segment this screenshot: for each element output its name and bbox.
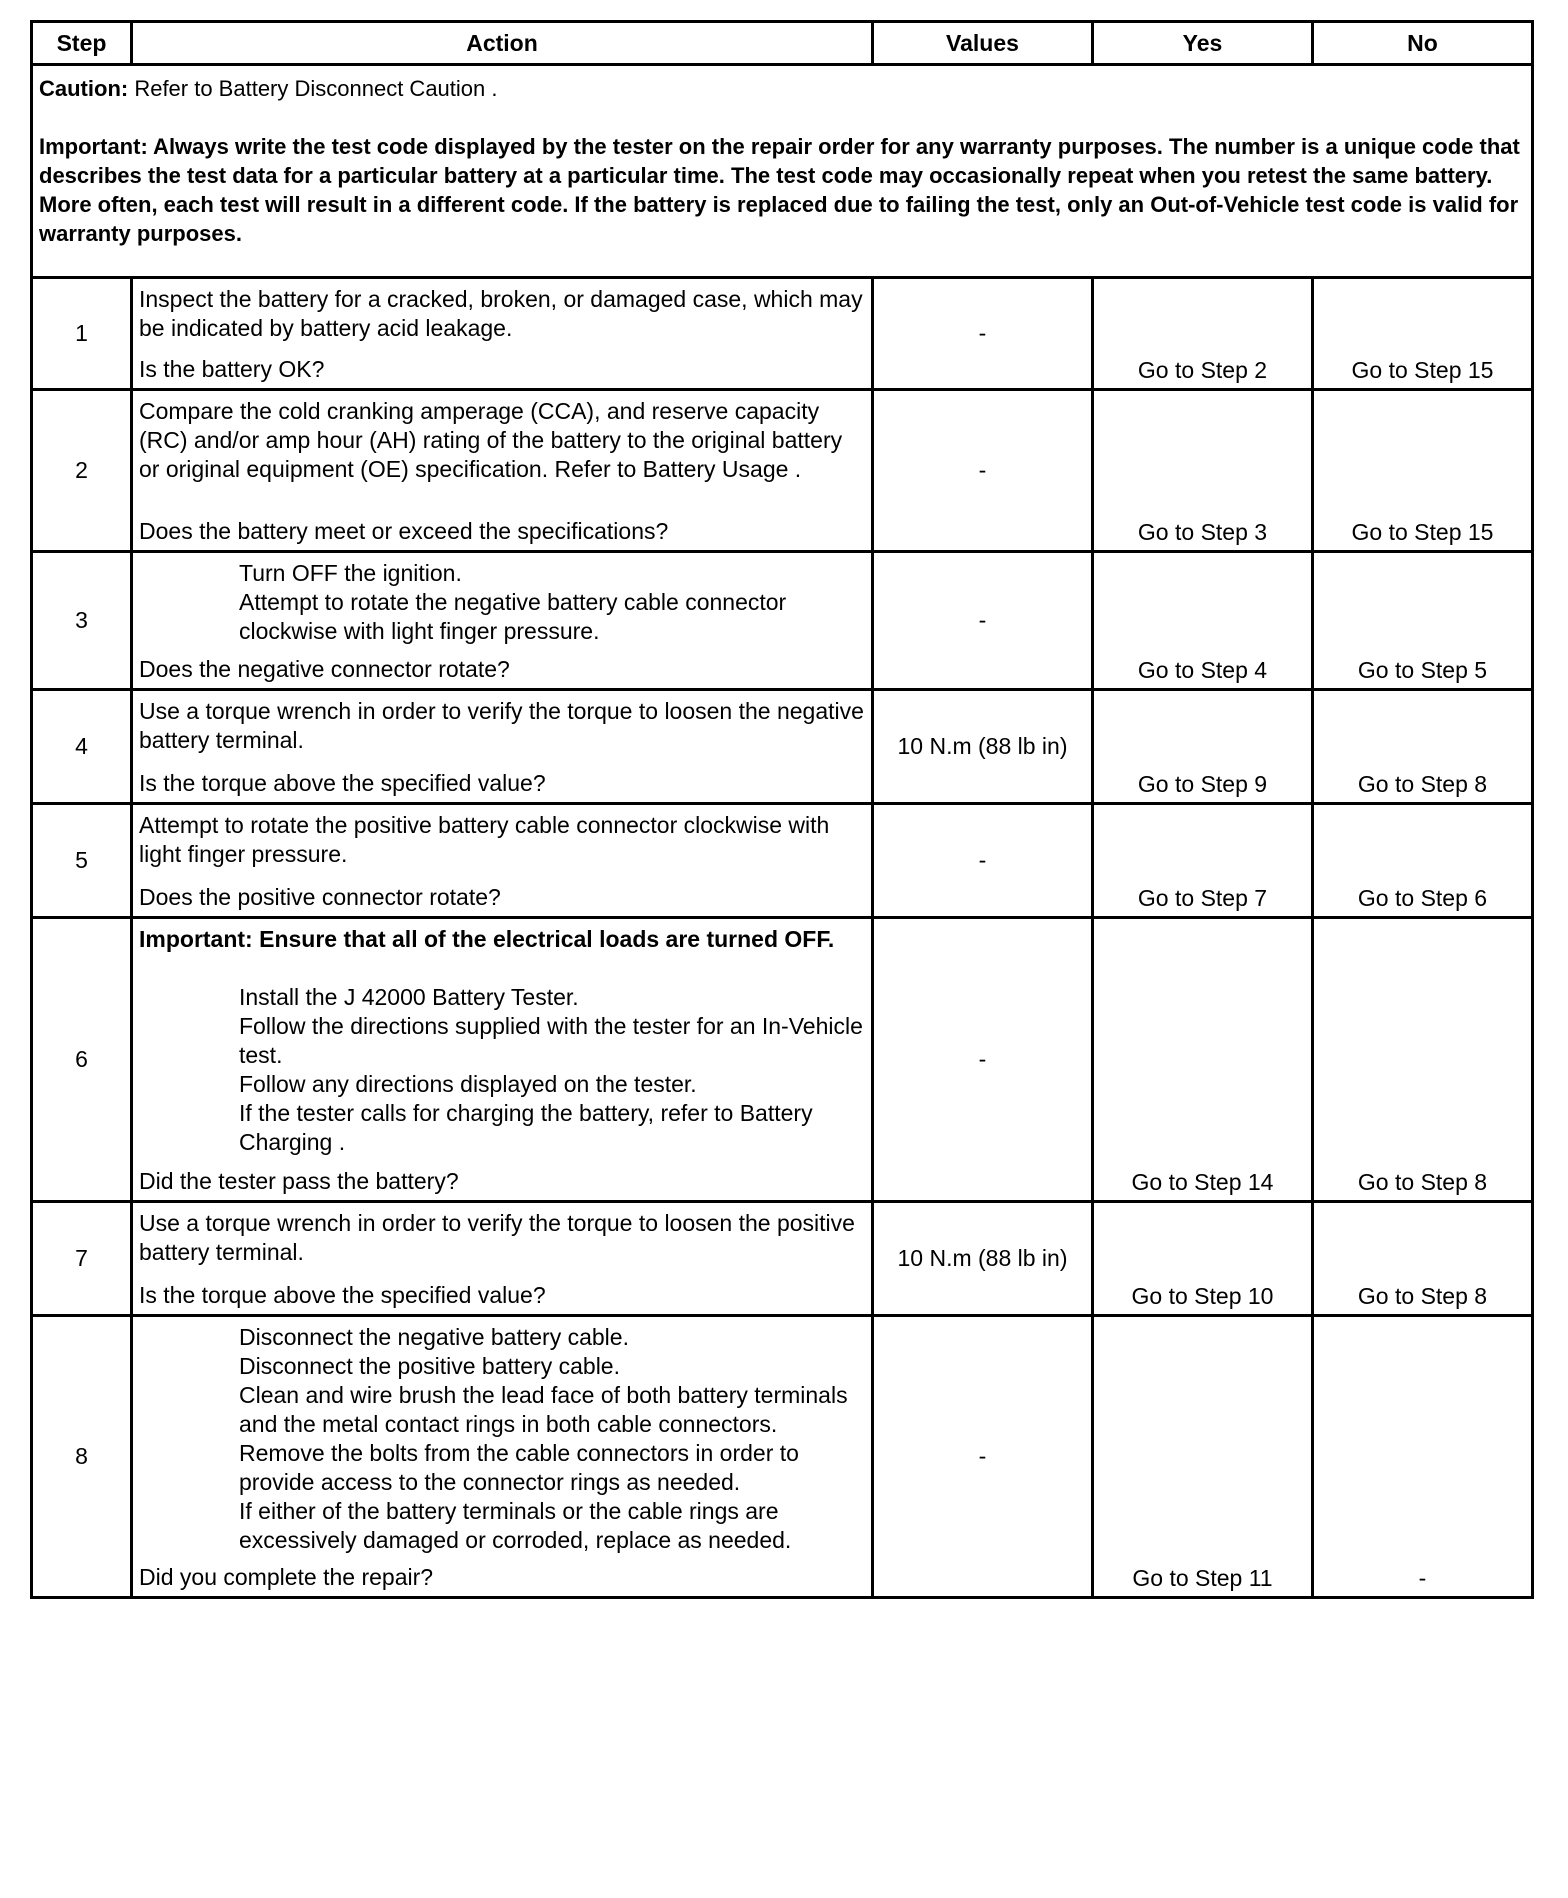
action-text — [133, 553, 871, 654]
values-cell: - — [873, 1316, 1093, 1598]
header-step: Step — [32, 22, 132, 65]
notes-cell — [32, 65, 1533, 278]
action-text — [133, 691, 871, 763]
no-outcome: Go to Step 15 — [1313, 278, 1533, 390]
yes-outcome: Go to Step 3 — [1093, 390, 1313, 552]
values-cell: - — [873, 918, 1093, 1202]
no-outcome: Go to Step 5 — [1313, 552, 1533, 690]
step-number: 7 — [32, 1202, 132, 1316]
action-paragraph: Attempt to rotate the positive battery cable connector clockwise with light finger pressure. — [139, 812, 830, 867]
yes-outcome: Go to Step 7 — [1093, 804, 1313, 918]
step-row — [32, 1202, 1533, 1316]
values-cell: - — [873, 552, 1093, 690]
step-number: 6 — [32, 918, 132, 1202]
action-item: Follow any directions displayed on the tester. — [239, 1071, 697, 1097]
no-outcome: Go to Step 15 — [1313, 390, 1533, 552]
action-text — [133, 279, 871, 351]
action-paragraph: Inspect the battery for a cracked, broken, or damaged case, which may be indicated by battery acid leakage. — [139, 286, 863, 341]
action-cell — [132, 804, 873, 918]
action-cell — [132, 918, 873, 1202]
step-question: Does the battery meet or exceed the specifications? — [139, 518, 669, 544]
action-text — [133, 805, 871, 877]
action-item: Disconnect the negative battery cable. — [239, 1324, 629, 1350]
header-no: No — [1313, 22, 1533, 65]
step-question: Does the positive connector rotate? — [139, 884, 501, 910]
values-cell: - — [873, 390, 1093, 552]
step-number: 4 — [32, 690, 132, 804]
action-cell — [132, 1202, 873, 1316]
action-item: Attempt to rotate the negative battery cable connector clockwise with light finger pressure. — [239, 589, 787, 644]
diagnostic-table — [30, 20, 1534, 1599]
yes-outcome: Go to Step 14 — [1093, 918, 1313, 1202]
action-item: If the tester calls for charging the battery, refer to Battery Charging . — [239, 1100, 813, 1155]
step-number: 3 — [32, 552, 132, 690]
step-number: 1 — [32, 278, 132, 390]
action-cell — [132, 390, 873, 552]
step-row — [32, 918, 1533, 1202]
important-note: Important: Always write the test code displayed by the tester on the repair order for any warranty purposes. The number is a unique code that describes the test data for a particular battery at a particular time. The test code may occasionally repeat when you retest the same battery. More often, each test will result in a different code. If the battery is replaced due to failing the test, only an Out-of-Vehicle test code is valid for warranty purposes. — [39, 134, 1520, 246]
caution-note — [39, 74, 1525, 103]
values-cell: - — [873, 804, 1093, 918]
action-text — [133, 919, 871, 1165]
no-outcome: - — [1313, 1316, 1533, 1598]
action-text — [133, 1317, 871, 1563]
action-item: If either of the battery terminals or the cable rings are excessively damaged or corroded, replace as needed. — [239, 1498, 792, 1553]
action-cell — [132, 278, 873, 390]
yes-outcome: Go to Step 2 — [1093, 278, 1313, 390]
action-item: Follow the directions supplied with the tester for an In-Vehicle test. — [239, 1013, 863, 1068]
action-item: Turn OFF the ignition. — [239, 560, 462, 586]
yes-outcome: Go to Step 4 — [1093, 552, 1313, 690]
header-row — [32, 22, 1533, 65]
action-paragraph: Compare the cold cranking amperage (CCA), and reserve capacity (RC) and/or amp hour (AH) rating of the battery to the original battery or original equipment (OE) specification. Refer to Battery Usage . — [139, 398, 843, 482]
step-question: Is the torque above the specified value? — [139, 1282, 546, 1308]
action-text — [133, 1203, 871, 1275]
caution-label: Caution: — [39, 76, 129, 101]
step-row — [32, 552, 1533, 690]
values-cell: - — [873, 278, 1093, 390]
no-outcome: Go to Step 6 — [1313, 804, 1533, 918]
step-question: Did the tester pass the battery? — [139, 1168, 459, 1194]
action-item: Remove the bolts from the cable connectors in order to provide access to the connector rings as needed. — [239, 1440, 799, 1495]
values-cell: 10 N.m (88 lb in) — [873, 690, 1093, 804]
action-cell — [132, 690, 873, 804]
step-row — [32, 1316, 1533, 1598]
yes-outcome: Go to Step 10 — [1093, 1202, 1313, 1316]
step-number: 5 — [32, 804, 132, 918]
diagnostic-table-sheet — [30, 20, 1531, 1880]
header-yes: Yes — [1093, 22, 1313, 65]
step-question: Is the battery OK? — [139, 356, 325, 382]
yes-outcome: Go to Step 11 — [1093, 1316, 1313, 1598]
header-values: Values — [873, 22, 1093, 65]
action-cell — [132, 552, 873, 690]
action-cell — [132, 1316, 873, 1598]
step-question: Is the torque above the specified value? — [139, 770, 546, 796]
notes-row — [32, 65, 1533, 278]
step-row — [32, 690, 1533, 804]
step-row — [32, 804, 1533, 918]
no-outcome: Go to Step 8 — [1313, 1202, 1533, 1316]
action-paragraph: Use a torque wrench in order to verify the torque to loosen the negative battery terminal. — [139, 698, 864, 753]
step-number: 2 — [32, 390, 132, 552]
header-action: Action — [132, 22, 873, 65]
action-item: Install the J 42000 Battery Tester. — [239, 984, 579, 1010]
important-note: Important: Ensure that all of the electrical loads are turned OFF. — [139, 926, 835, 952]
action-paragraph: Use a torque wrench in order to verify the torque to loosen the positive battery terminal. — [139, 1210, 855, 1265]
step-row — [32, 278, 1533, 390]
no-outcome: Go to Step 8 — [1313, 690, 1533, 804]
values-cell: 10 N.m (88 lb in) — [873, 1202, 1093, 1316]
no-outcome: Go to Step 8 — [1313, 918, 1533, 1202]
step-question: Does the negative connector rotate? — [139, 656, 510, 682]
yes-outcome: Go to Step 9 — [1093, 690, 1313, 804]
caution-text: Refer to Battery Disconnect Caution . — [128, 76, 498, 101]
step-number: 8 — [32, 1316, 132, 1598]
step-row — [32, 390, 1533, 552]
step-question: Did you complete the repair? — [139, 1564, 434, 1590]
action-item: Disconnect the positive battery cable. — [239, 1353, 620, 1379]
action-item: Clean and wire brush the lead face of both battery terminals and the metal contact rings in both cable connectors. — [239, 1382, 848, 1437]
action-text — [133, 391, 871, 492]
